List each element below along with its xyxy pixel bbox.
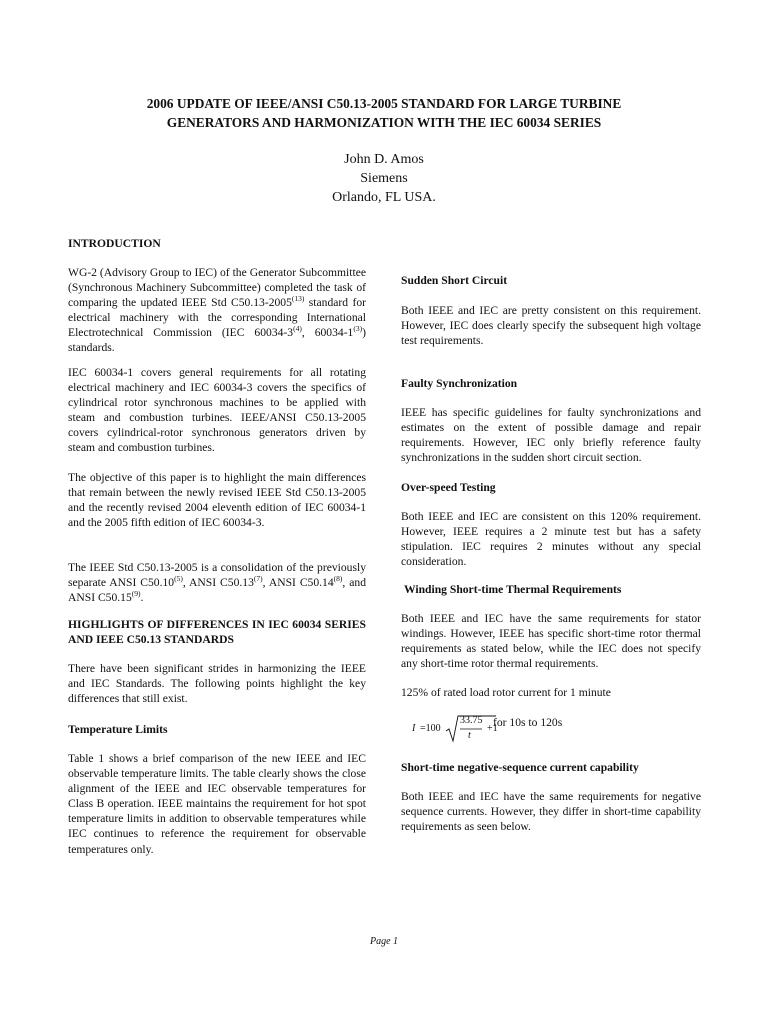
text-span: standard for electrical machinery with the corresponding International Electrotechnical Commission (IEC 60034-3 (68, 296, 366, 340)
intro-paragraph-2: IEC 60034-1 covers general requirements for all rotating electrical machinery and IEC 60034-3 covers the specifics of cylindrical rotor synchronous machines to be applied with steam and combustion turbines. IEEE/ANSI C50.13-2005 covers cylindrical-rotor synchronous generators driven by steam and combustion turbines. (68, 366, 366, 455)
paper-title (60, 94, 708, 132)
temperature-limits-paragraph: Table 1 shows a brief comparison of the new IEEE and IEC observable temperature limits. The table clearly shows the close alignment of the IEEE and IEC observable temperatures for Class B operation. IEEE maintains the requirement for hot spot temperature limits in addition to observable temperatures while IEC continues to reference the requirement for observable temperatures only. (68, 752, 366, 856)
intro-paragraph-4 (68, 560, 366, 605)
text-span: , and ANSI C50.15 (68, 576, 366, 605)
highlights-paragraph: There have been significant strides in harmonizing the IEEE and IEC Standards. The following points highlight the key differences that still exist. (68, 662, 366, 706)
overspeed-testing-heading: Over-speed Testing (401, 481, 496, 494)
introduction-heading: INTRODUCTION (68, 237, 161, 250)
text-span: , ANSI C50.14 (262, 576, 334, 590)
rotor-current-text: 125% of rated load rotor current for 1 minute (401, 686, 611, 699)
formula-denominator: t (468, 730, 471, 741)
author-name: John D. Amos (344, 152, 424, 167)
winding-thermal-heading: Winding Short-time Thermal Requirements (404, 583, 622, 596)
text-span: , 60034-1 (301, 326, 354, 340)
formula-range-text: for 10s to 120s (493, 716, 563, 729)
formula-numerator: 33.75 (460, 715, 483, 726)
overspeed-testing-text: Both IEEE and IEC are consistent on this 120% requirement. However, IEEE requires a 2 minute test but has a safety stipulation. IEC requires 2 minutes without any special consideration. (401, 510, 701, 569)
text-span: ) standards. (68, 326, 366, 355)
negative-sequence-text: Both IEEE and IEC have the same requirements for negative sequence currents. However, they differ in short-time capability requirements as seen below. (401, 790, 701, 834)
formula-plus-one: +1 (487, 723, 498, 734)
author-block (60, 150, 708, 207)
text-span: The IEEE Std C50.13-2005 is a consolidation of the previously separate ANSI C50.10 (68, 561, 366, 590)
title-line-1: 2006 UPDATE OF IEEE/ANSI C50.13-2005 STANDARD FOR LARGE TURBINE (146, 96, 622, 111)
text-span: WG-2 (Advisory Group to IEC) of the Generator Subcommittee (Synchronous Machinery Subcommittee) completed the task of comparing the updated IEEE Std C50.13-2005 (68, 266, 366, 310)
author-location: Orlando, FL USA. (332, 190, 436, 205)
faulty-synchronization-text: IEEE has specific guidelines for faulty synchronizations and estimates on the extent of possible damage and repair requirements. However, IEC only briefly reference faulty synchronizations in the sudden short circuit section. (401, 406, 701, 465)
temperature-limits-heading: Temperature Limits (68, 723, 168, 736)
text-span: , ANSI C50.13 (182, 576, 254, 590)
faulty-synchronization-heading: Faulty Synchronization (401, 377, 518, 390)
winding-thermal-text: Both IEEE and IEC have the same requirements for stator windings. However, IEEE has specific short-time rotor thermal requirements as stated below, while the IEC does not specify any short-time rotor thermal requirements. (401, 612, 701, 671)
reference-superscript: (9) (131, 589, 141, 599)
reference-superscript: (4) (293, 324, 302, 334)
reference-superscript: (5) (174, 574, 183, 584)
text-span: . (140, 591, 144, 605)
reference-superscript: (8) (333, 574, 343, 584)
title-line-2: GENERATORS AND HARMONIZATION WITH THE IEC 60034 SERIES (166, 115, 602, 130)
intro-paragraph-1 (68, 265, 366, 356)
formula-coefficient: =100 (420, 723, 441, 734)
page-number: Page 1 (369, 936, 399, 947)
reference-superscript: (13) (291, 294, 305, 304)
highlights-heading: HIGHLIGHTS OF DIFFERENCES IN IEC 60034 SERIES AND IEEE C50.13 STANDARDS (68, 618, 366, 647)
negative-sequence-heading: Short-time negative-sequence current capability (401, 761, 639, 774)
reference-superscript: (3) (353, 324, 363, 334)
intro-paragraph-3: The objective of this paper is to highlight the main differences that remain between the newly revised IEEE Std C50.13-2005 and the recently revised 2004 eleventh edition of IEC 60034-1 and the 2005 fifth edition of IEC 60034-3. (68, 471, 366, 530)
sudden-short-circuit-text: Both IEEE and IEC are pretty consistent on this requirement. However, IEC does clearly specify the subsequent high voltage test requirements. (401, 304, 701, 348)
author-affiliation: Siemens (360, 171, 408, 186)
sudden-short-circuit-heading: Sudden Short Circuit (401, 274, 508, 287)
formula-lhs: I (412, 723, 416, 734)
reference-superscript: (7) (253, 574, 263, 584)
